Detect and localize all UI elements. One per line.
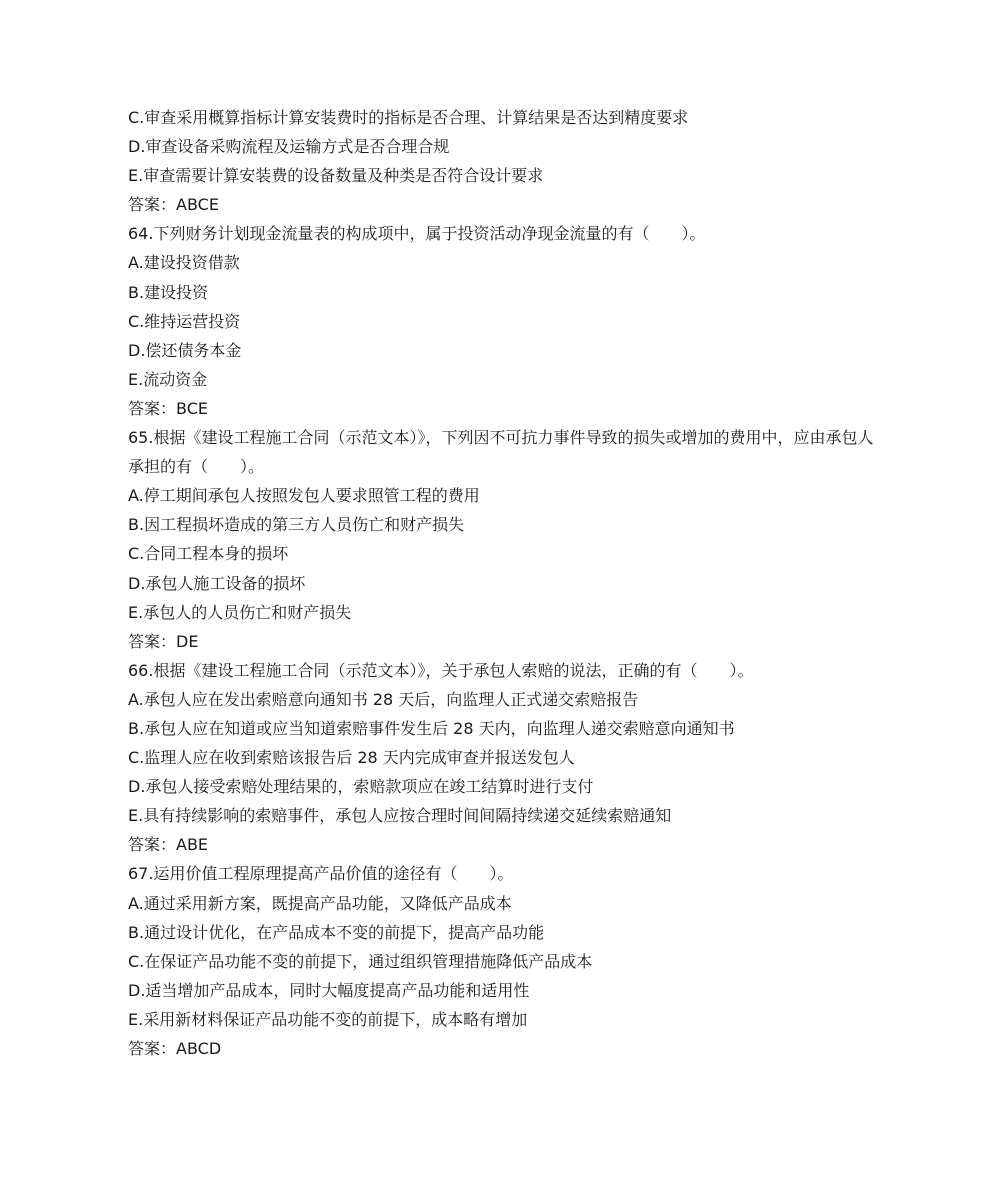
option-line: D.适当增加产品成本，同时大幅度提高产品功能和适用性	[128, 980, 530, 1000]
option-line: D.承包人施工设备的损坏	[128, 573, 306, 593]
option-line: E.采用新材料保证产品功能不变的前提下，成本略有增加	[128, 1009, 528, 1029]
answer-line: 答案：BCE	[128, 398, 208, 418]
option-line: A.承包人应在发出索赔意向通知书 28 天后，向监理人正式递交索赔报告	[128, 689, 639, 709]
question-line: 67.运用价值工程原理提高产品价值的途径有（ ）。	[128, 864, 514, 884]
question-line: 66.根据《建设工程施工合同（示范文本）》，关于承包人索赔的说法，正确的有（ ）。	[128, 660, 754, 680]
question-line: 65.根据《建设工程施工合同（示范文本）》，下列因不可抗力事件导致的损失或增加的费用中，应由承包人承担的有（ ）。	[128, 428, 874, 477]
answer-line: 答案：ABCD	[128, 1039, 222, 1058]
option-line: E.承包人的人员伤亡和财产损失	[128, 602, 352, 622]
option-line: E.流动资金	[128, 369, 208, 389]
question-line: 64.下列财务计划现金流量表的构成项中，属于投资活动净现金流量的有（ ）。	[128, 224, 706, 244]
option-line: A.停工期间承包人按照发包人要求照管工程的费用	[128, 486, 480, 506]
option-line: B.承包人应在知道或应当知道索赔事件发生后 28 天内，向监理人递交索赔意向通知书	[128, 718, 735, 738]
answer-line: 答案：DE	[128, 631, 199, 651]
answer-line: 答案：ABCE	[128, 195, 219, 215]
option-line: D.承包人接受索赔处理结果的，索赔款项应在竣工结算时进行支付	[128, 777, 594, 797]
option-line: C.维持运营投资	[128, 311, 241, 331]
option-line: B.通过设计优化，在产品成本不变的前提下，提高产品功能	[128, 922, 545, 942]
option-line: E.具有持续影响的索赔事件，承包人应按合理时间间隔持续递交延续索赔通知	[128, 806, 672, 826]
option-line: D.偿还债务本金	[128, 340, 242, 360]
option-line: C.监理人应在收到索赔该报告后 28 天内完成审查并报送发包人	[128, 748, 575, 768]
option-line: A.通过采用新方案，既提高产品功能，又降低产品成本	[128, 893, 512, 913]
option-line: C.在保证产品功能不变的前提下，通过组织管理措施降低产品成本	[128, 951, 593, 971]
option-line: A.建设投资借款	[128, 253, 240, 273]
document-body	[128, 103, 888, 1063]
option-line: B.建设投资	[128, 282, 209, 302]
answer-line: 答案：ABE	[128, 835, 209, 855]
option-line: C.审查采用概算指标计算安装费时的指标是否合理、计算结果是否达到精度要求	[128, 108, 689, 127]
option-line: E.审查需要计算安装费的设备数量及种类是否符合设计要求	[128, 166, 544, 186]
option-line: B.因工程损坏造成的第三方人员伤亡和财产损失	[128, 515, 465, 535]
option-line: D.审查设备采购流程及运输方式是否合理合规	[128, 137, 450, 157]
option-line: C.合同工程本身的损坏	[128, 544, 289, 564]
